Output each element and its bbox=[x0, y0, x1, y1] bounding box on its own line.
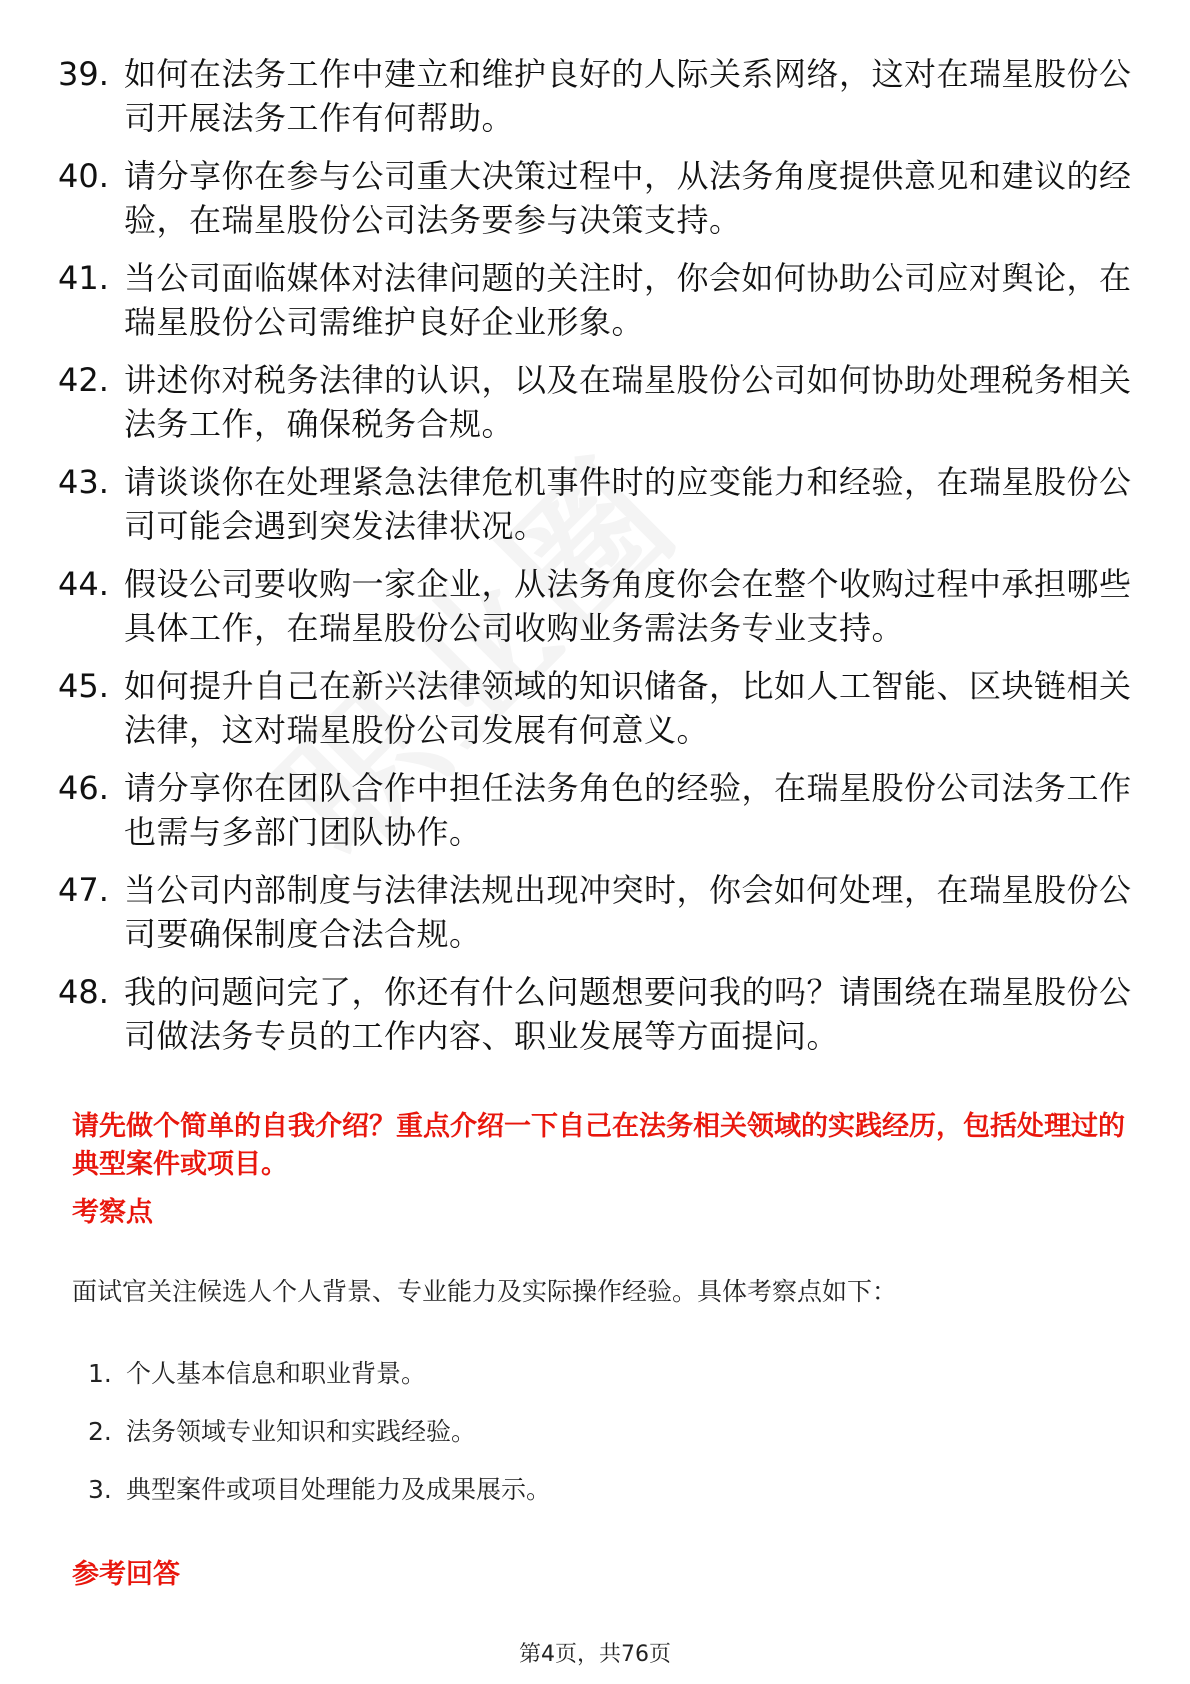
question-text: 请谈谈你在处理紧急法律危机事件时的应变能力和经验，在瑞星股份公司可能会遇到突发法律状况。 bbox=[124, 463, 1132, 545]
question-list bbox=[58, 52, 1138, 1072]
question-text: 我的问题问完了，你还有什么问题想要问我的吗？请围绕在瑞星股份公司做法务专员的工作内容、职业发展等方面提问。 bbox=[124, 973, 1132, 1055]
list-item bbox=[88, 1357, 551, 1391]
point-text: 法务领域专业知识和实践经验。 bbox=[126, 1417, 477, 1446]
question-number: 45. bbox=[58, 667, 109, 705]
section-title-answer: 参考回答 bbox=[72, 1559, 180, 1590]
list-item bbox=[58, 970, 1138, 1058]
question-text: 请分享你在团队合作中担任法务角色的经验，在瑞星股份公司法务工作也需与多部门团队协作。 bbox=[124, 769, 1132, 851]
question-number: 47. bbox=[58, 871, 109, 909]
question-text: 假设公司要收购一家企业，从法务角度你会在整个收购过程中承担哪些具体工作，在瑞星股份公司收购业务需法务专业支持。 bbox=[124, 565, 1132, 647]
list-item bbox=[58, 868, 1138, 956]
page-footer: 第4页，共76页 bbox=[519, 1642, 671, 1667]
highlight-question: 请先做个简单的自我介绍？重点介绍一下自己在法务相关领域的实践经历，包括处理过的典型案件或项目。 bbox=[72, 1111, 1125, 1180]
point-text: 典型案件或项目处理能力及成果展示。 bbox=[126, 1475, 552, 1504]
question-text: 如何提升自己在新兴法律领域的知识储备，比如人工智能、区块链相关法律，这对瑞星股份公司发展有何意义。 bbox=[124, 667, 1132, 749]
list-item bbox=[58, 460, 1138, 548]
list-item bbox=[58, 664, 1138, 752]
question-text: 当公司内部制度与法律法规出现冲突时，你会如何处理，在瑞星股份公司要确保制度合法合规。 bbox=[124, 871, 1132, 953]
question-number: 40. bbox=[58, 157, 109, 195]
question-number: 39. bbox=[58, 55, 109, 93]
question-number: 42. bbox=[58, 361, 109, 399]
question-text: 讲述你对税务法律的认识，以及在瑞星股份公司如何协助处理税务相关法务工作，确保税务合规。 bbox=[124, 361, 1132, 443]
point-number: 2. bbox=[88, 1417, 112, 1446]
exam-intro: 面试官关注候选人个人背景、专业能力及实际操作经验。具体考察点如下： bbox=[72, 1277, 898, 1306]
list-item bbox=[58, 562, 1138, 650]
question-number: 41. bbox=[58, 259, 109, 297]
question-text: 当公司面临媒体对法律问题的关注时，你会如何协助公司应对舆论，在瑞星股份公司需维护良好企业形象。 bbox=[124, 259, 1132, 341]
question-number: 48. bbox=[58, 973, 109, 1011]
exam-points-list bbox=[88, 1357, 551, 1531]
list-item bbox=[58, 358, 1138, 446]
list-item bbox=[58, 256, 1138, 344]
list-item bbox=[58, 154, 1138, 242]
question-text: 请分享你在参与公司重大决策过程中，从法务角度提供意见和建议的经验，在瑞星股份公司法务要参与决策支持。 bbox=[124, 157, 1132, 239]
question-number: 43. bbox=[58, 463, 109, 501]
list-item bbox=[88, 1473, 551, 1507]
question-number: 44. bbox=[58, 565, 109, 603]
question-text: 如何在法务工作中建立和维护良好的人际关系网络，这对在瑞星股份公司开展法务工作有何帮助。 bbox=[124, 55, 1132, 137]
section-title-exam: 考察点 bbox=[72, 1197, 153, 1228]
list-item bbox=[88, 1415, 551, 1449]
list-item bbox=[58, 766, 1138, 854]
list-item bbox=[58, 52, 1138, 140]
point-text: 个人基本信息和职业背景。 bbox=[126, 1359, 427, 1388]
point-number: 1. bbox=[88, 1359, 112, 1388]
point-number: 3. bbox=[88, 1475, 112, 1504]
question-number: 46. bbox=[58, 769, 109, 807]
